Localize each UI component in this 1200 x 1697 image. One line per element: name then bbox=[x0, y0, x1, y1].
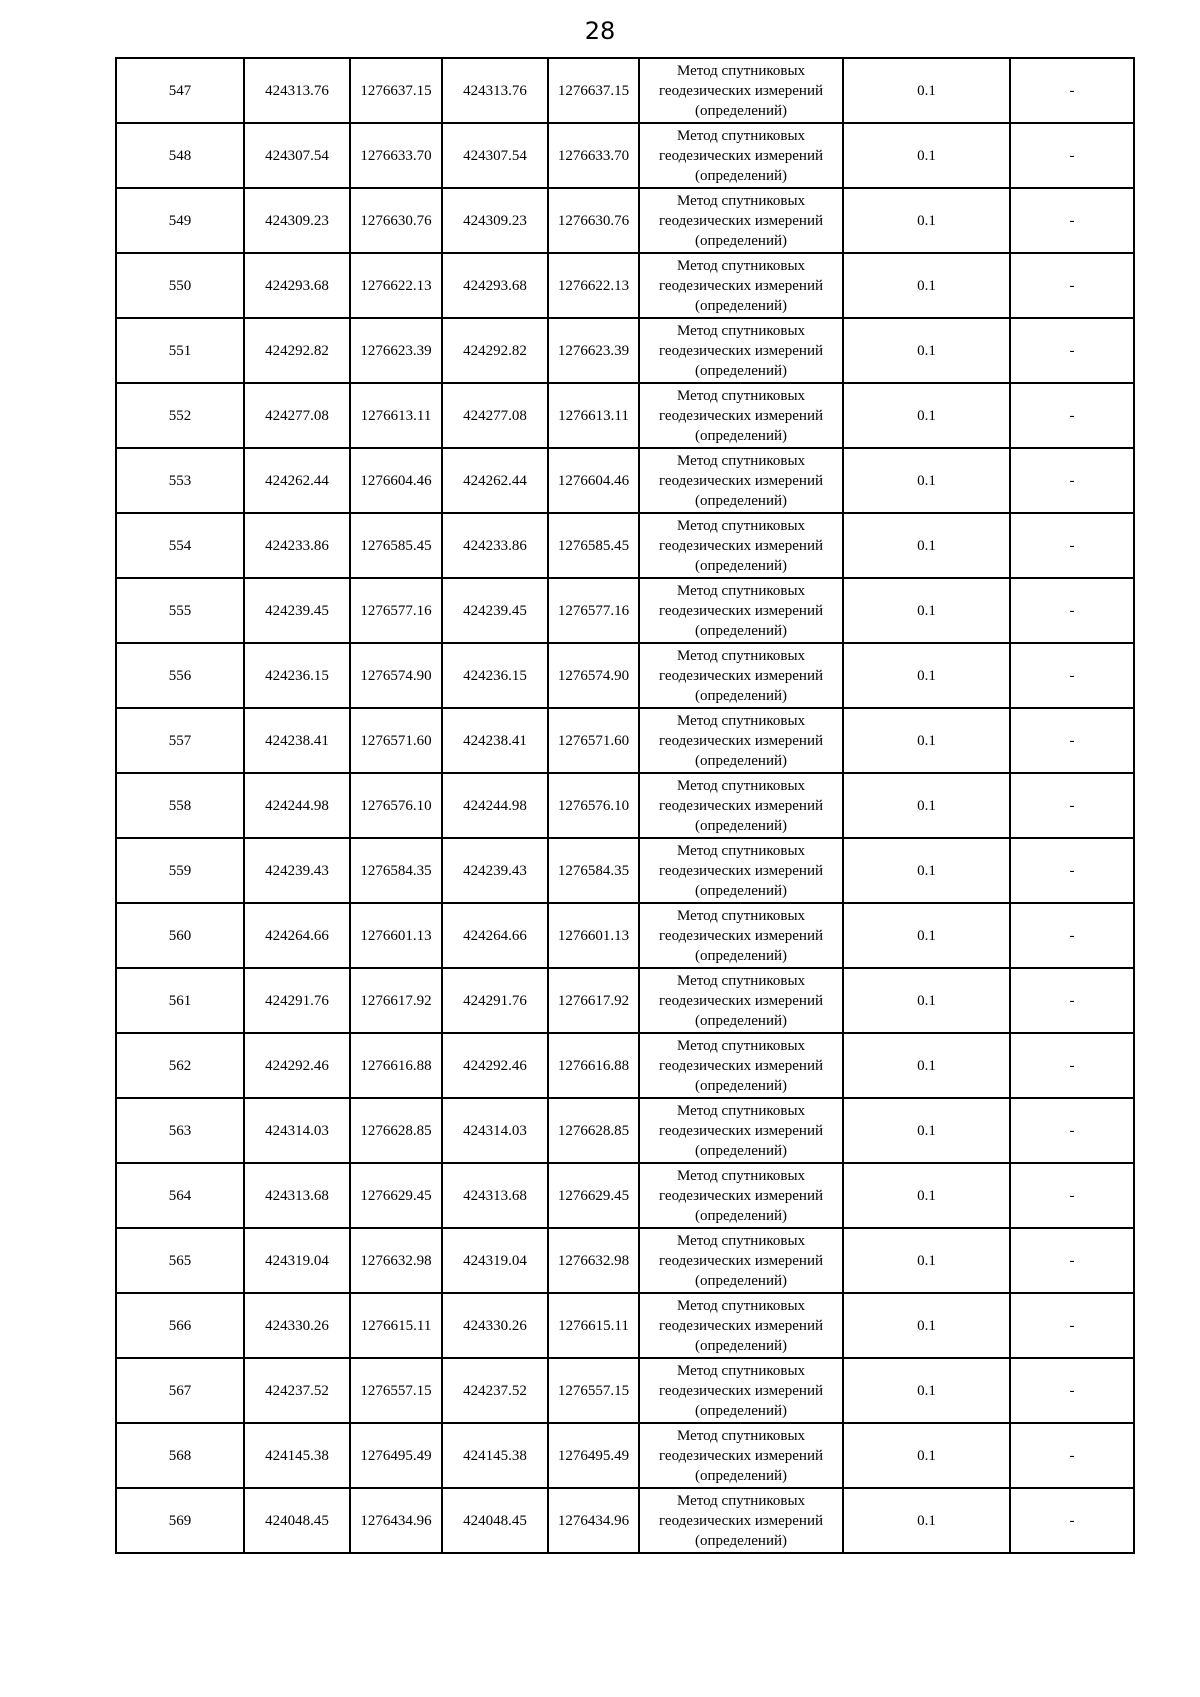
point-number-cell: 568 bbox=[116, 1423, 244, 1488]
note-cell: - bbox=[1010, 383, 1134, 448]
existing-x-cell: 424239.43 bbox=[244, 838, 350, 903]
accuracy-cell: 0.1 bbox=[843, 513, 1010, 578]
method-line: (определений) bbox=[695, 882, 787, 899]
existing-y-cell: 1276571.60 bbox=[350, 708, 442, 773]
method-line: Метод спутниковых bbox=[676, 322, 806, 339]
point-number-cell: 555 bbox=[116, 578, 244, 643]
refined-y-cell: 1276632.98 bbox=[548, 1228, 639, 1293]
refined-y-cell: 1276623.39 bbox=[548, 318, 639, 383]
point-number-cell: 559 bbox=[116, 838, 244, 903]
method-line: (определений) bbox=[695, 1077, 787, 1094]
existing-x-cell: 424277.08 bbox=[244, 383, 350, 448]
note-cell: - bbox=[1010, 448, 1134, 513]
method-line: Метод спутниковых bbox=[676, 1492, 806, 1509]
point-number-cell: 550 bbox=[116, 253, 244, 318]
method-line: Метод спутниковых bbox=[676, 1362, 806, 1379]
table-row bbox=[116, 838, 1134, 903]
point-number-cell: 548 bbox=[116, 123, 244, 188]
existing-x-cell: 424293.68 bbox=[244, 253, 350, 318]
point-number-cell: 564 bbox=[116, 1163, 244, 1228]
point-number-cell: 562 bbox=[116, 1033, 244, 1098]
refined-x-cell: 424330.26 bbox=[442, 1293, 548, 1358]
refined-x-cell: 424293.68 bbox=[442, 253, 548, 318]
existing-x-cell: 424314.03 bbox=[244, 1098, 350, 1163]
method-line: (определений) bbox=[695, 817, 787, 834]
method-line: Метод спутниковых bbox=[676, 257, 806, 274]
note-cell: - bbox=[1010, 578, 1134, 643]
refined-y-cell: 1276604.46 bbox=[548, 448, 639, 513]
method-line: геодезических измерений bbox=[658, 927, 824, 944]
note-cell: - bbox=[1010, 1098, 1134, 1163]
method-line: (определений) bbox=[695, 1467, 787, 1484]
method-line: Метод спутниковых bbox=[676, 127, 806, 144]
refined-x-cell: 424313.76 bbox=[442, 58, 548, 123]
existing-x-cell: 424292.46 bbox=[244, 1033, 350, 1098]
refined-x-cell: 424309.23 bbox=[442, 188, 548, 253]
existing-x-cell: 424313.76 bbox=[244, 58, 350, 123]
method-line: Метод спутниковых bbox=[676, 452, 806, 469]
existing-y-cell: 1276623.39 bbox=[350, 318, 442, 383]
method-line: геодезических измерений bbox=[658, 667, 824, 684]
existing-y-cell: 1276613.11 bbox=[350, 383, 442, 448]
method-line: геодезических измерений bbox=[658, 797, 824, 814]
method-line: геодезических измерений bbox=[658, 407, 824, 424]
table-row bbox=[116, 903, 1134, 968]
method-line: Метод спутниковых bbox=[676, 192, 806, 209]
method-line: геодезических измерений bbox=[658, 82, 824, 99]
refined-y-cell: 1276615.11 bbox=[548, 1293, 639, 1358]
existing-x-cell: 424307.54 bbox=[244, 123, 350, 188]
method-line: Метод спутниковых bbox=[676, 907, 806, 924]
accuracy-cell: 0.1 bbox=[843, 123, 1010, 188]
method-line: геодезических измерений bbox=[658, 1512, 824, 1529]
existing-y-cell: 1276637.15 bbox=[350, 58, 442, 123]
method-cell bbox=[639, 253, 843, 318]
existing-x-cell: 424238.41 bbox=[244, 708, 350, 773]
note-cell: - bbox=[1010, 513, 1134, 578]
accuracy-cell: 0.1 bbox=[843, 318, 1010, 383]
existing-y-cell: 1276629.45 bbox=[350, 1163, 442, 1228]
existing-y-cell: 1276434.96 bbox=[350, 1488, 442, 1553]
refined-x-cell: 424239.45 bbox=[442, 578, 548, 643]
accuracy-cell: 0.1 bbox=[843, 1358, 1010, 1423]
existing-x-cell: 424244.98 bbox=[244, 773, 350, 838]
method-cell bbox=[639, 1358, 843, 1423]
point-number-cell: 549 bbox=[116, 188, 244, 253]
accuracy-cell: 0.1 bbox=[843, 838, 1010, 903]
table-row bbox=[116, 968, 1134, 1033]
point-number-cell: 557 bbox=[116, 708, 244, 773]
method-line: (определений) bbox=[695, 427, 787, 444]
method-line: Метод спутниковых bbox=[676, 972, 806, 989]
existing-y-cell: 1276577.16 bbox=[350, 578, 442, 643]
refined-x-cell: 424264.66 bbox=[442, 903, 548, 968]
method-line: (определений) bbox=[695, 947, 787, 964]
accuracy-cell: 0.1 bbox=[843, 253, 1010, 318]
refined-y-cell: 1276576.10 bbox=[548, 773, 639, 838]
refined-y-cell: 1276571.60 bbox=[548, 708, 639, 773]
accuracy-cell: 0.1 bbox=[843, 773, 1010, 838]
table-row bbox=[116, 513, 1134, 578]
refined-y-cell: 1276617.92 bbox=[548, 968, 639, 1033]
method-cell bbox=[639, 968, 843, 1033]
existing-y-cell: 1276628.85 bbox=[350, 1098, 442, 1163]
accuracy-cell: 0.1 bbox=[843, 578, 1010, 643]
method-cell bbox=[639, 1163, 843, 1228]
accuracy-cell: 0.1 bbox=[843, 1293, 1010, 1358]
table-row bbox=[116, 253, 1134, 318]
refined-x-cell: 424262.44 bbox=[442, 448, 548, 513]
accuracy-cell: 0.1 bbox=[843, 1163, 1010, 1228]
method-line: (определений) bbox=[695, 1402, 787, 1419]
method-line: Метод спутниковых bbox=[676, 1037, 806, 1054]
method-cell bbox=[639, 903, 843, 968]
existing-x-cell: 424236.15 bbox=[244, 643, 350, 708]
refined-y-cell: 1276574.90 bbox=[548, 643, 639, 708]
point-number-cell: 563 bbox=[116, 1098, 244, 1163]
existing-y-cell: 1276585.45 bbox=[350, 513, 442, 578]
accuracy-cell: 0.1 bbox=[843, 1488, 1010, 1553]
existing-y-cell: 1276601.13 bbox=[350, 903, 442, 968]
method-cell bbox=[639, 58, 843, 123]
method-line: (определений) bbox=[695, 752, 787, 769]
method-line: геодезических измерений bbox=[658, 1057, 824, 1074]
method-cell bbox=[639, 708, 843, 773]
point-number-cell: 566 bbox=[116, 1293, 244, 1358]
point-number-cell: 547 bbox=[116, 58, 244, 123]
note-cell: - bbox=[1010, 188, 1134, 253]
refined-x-cell: 424292.82 bbox=[442, 318, 548, 383]
method-line: Метод спутниковых bbox=[676, 582, 806, 599]
method-line: Метод спутниковых bbox=[676, 517, 806, 534]
table-row bbox=[116, 1358, 1134, 1423]
point-number-cell: 552 bbox=[116, 383, 244, 448]
method-line: (определений) bbox=[695, 1207, 787, 1224]
method-cell bbox=[639, 318, 843, 383]
refined-x-cell: 424319.04 bbox=[442, 1228, 548, 1293]
point-number-cell: 558 bbox=[116, 773, 244, 838]
refined-y-cell: 1276630.76 bbox=[548, 188, 639, 253]
refined-x-cell: 424233.86 bbox=[442, 513, 548, 578]
note-cell: - bbox=[1010, 253, 1134, 318]
refined-y-cell: 1276616.88 bbox=[548, 1033, 639, 1098]
accuracy-cell: 0.1 bbox=[843, 903, 1010, 968]
table-row bbox=[116, 643, 1134, 708]
table-row bbox=[116, 1098, 1134, 1163]
note-cell: - bbox=[1010, 1423, 1134, 1488]
method-line: (определений) bbox=[695, 1012, 787, 1029]
existing-x-cell: 424239.45 bbox=[244, 578, 350, 643]
existing-x-cell: 424291.76 bbox=[244, 968, 350, 1033]
existing-x-cell: 424237.52 bbox=[244, 1358, 350, 1423]
method-line: геодезических измерений bbox=[658, 147, 824, 164]
existing-x-cell: 424262.44 bbox=[244, 448, 350, 513]
existing-x-cell: 424330.26 bbox=[244, 1293, 350, 1358]
refined-x-cell: 424292.46 bbox=[442, 1033, 548, 1098]
point-number-cell: 553 bbox=[116, 448, 244, 513]
page-number: 28 bbox=[584, 17, 616, 45]
method-line: геодезических измерений bbox=[658, 732, 824, 749]
existing-x-cell: 424048.45 bbox=[244, 1488, 350, 1553]
existing-x-cell: 424145.38 bbox=[244, 1423, 350, 1488]
existing-y-cell: 1276630.76 bbox=[350, 188, 442, 253]
note-cell: - bbox=[1010, 1033, 1134, 1098]
method-line: (определений) bbox=[695, 102, 787, 119]
table-body bbox=[116, 58, 1134, 1553]
accuracy-cell: 0.1 bbox=[843, 708, 1010, 773]
note-cell: - bbox=[1010, 1163, 1134, 1228]
method-line: геодезических измерений bbox=[658, 992, 824, 1009]
accuracy-cell: 0.1 bbox=[843, 643, 1010, 708]
method-line: (определений) bbox=[695, 232, 787, 249]
method-line: Метод спутниковых bbox=[676, 1427, 806, 1444]
refined-y-cell: 1276601.13 bbox=[548, 903, 639, 968]
note-cell: - bbox=[1010, 773, 1134, 838]
point-number-cell: 569 bbox=[116, 1488, 244, 1553]
method-line: Метод спутниковых bbox=[676, 1232, 806, 1249]
table-row bbox=[116, 708, 1134, 773]
table-row bbox=[116, 578, 1134, 643]
refined-x-cell: 424145.38 bbox=[442, 1423, 548, 1488]
method-line: геодезических измерений bbox=[658, 1187, 824, 1204]
existing-y-cell: 1276632.98 bbox=[350, 1228, 442, 1293]
existing-x-cell: 424309.23 bbox=[244, 188, 350, 253]
method-line: Метод спутниковых bbox=[676, 1102, 806, 1119]
method-line: (определений) bbox=[695, 1142, 787, 1159]
refined-y-cell: 1276633.70 bbox=[548, 123, 639, 188]
accuracy-cell: 0.1 bbox=[843, 1423, 1010, 1488]
note-cell: - bbox=[1010, 318, 1134, 383]
refined-y-cell: 1276577.16 bbox=[548, 578, 639, 643]
method-line: геодезических измерений bbox=[658, 342, 824, 359]
existing-x-cell: 424264.66 bbox=[244, 903, 350, 968]
refined-y-cell: 1276629.45 bbox=[548, 1163, 639, 1228]
table-row bbox=[116, 1488, 1134, 1553]
note-cell: - bbox=[1010, 838, 1134, 903]
existing-y-cell: 1276584.35 bbox=[350, 838, 442, 903]
method-line: Метод спутниковых bbox=[676, 62, 806, 79]
method-line: геодезических измерений bbox=[658, 1317, 824, 1334]
method-cell bbox=[639, 773, 843, 838]
refined-y-cell: 1276584.35 bbox=[548, 838, 639, 903]
method-cell bbox=[639, 1423, 843, 1488]
table-row bbox=[116, 1033, 1134, 1098]
refined-x-cell: 424238.41 bbox=[442, 708, 548, 773]
method-line: (определений) bbox=[695, 557, 787, 574]
existing-y-cell: 1276622.13 bbox=[350, 253, 442, 318]
method-line: Метод спутниковых bbox=[676, 777, 806, 794]
point-number-cell: 556 bbox=[116, 643, 244, 708]
table-row bbox=[116, 448, 1134, 513]
note-cell: - bbox=[1010, 1488, 1134, 1553]
method-line: геодезических измерений bbox=[658, 1252, 824, 1269]
method-cell bbox=[639, 1293, 843, 1358]
note-cell: - bbox=[1010, 708, 1134, 773]
point-number-cell: 551 bbox=[116, 318, 244, 383]
refined-y-cell: 1276557.15 bbox=[548, 1358, 639, 1423]
method-line: геодезических измерений bbox=[658, 472, 824, 489]
refined-x-cell: 424314.03 bbox=[442, 1098, 548, 1163]
note-cell: - bbox=[1010, 903, 1134, 968]
method-cell bbox=[639, 513, 843, 578]
accuracy-cell: 0.1 bbox=[843, 448, 1010, 513]
method-line: (определений) bbox=[695, 622, 787, 639]
method-cell bbox=[639, 838, 843, 903]
refined-y-cell: 1276434.96 bbox=[548, 1488, 639, 1553]
method-line: (определений) bbox=[695, 1337, 787, 1354]
refined-y-cell: 1276622.13 bbox=[548, 253, 639, 318]
refined-y-cell: 1276613.11 bbox=[548, 383, 639, 448]
existing-y-cell: 1276495.49 bbox=[350, 1423, 442, 1488]
method-line: геодезических измерений bbox=[658, 277, 824, 294]
accuracy-cell: 0.1 bbox=[843, 58, 1010, 123]
method-line: (определений) bbox=[695, 687, 787, 704]
method-line: Метод спутниковых bbox=[676, 1297, 806, 1314]
existing-y-cell: 1276615.11 bbox=[350, 1293, 442, 1358]
method-line: геодезических измерений bbox=[658, 537, 824, 554]
refined-x-cell: 424244.98 bbox=[442, 773, 548, 838]
method-line: геодезических измерений bbox=[658, 862, 824, 879]
refined-y-cell: 1276637.15 bbox=[548, 58, 639, 123]
accuracy-cell: 0.1 bbox=[843, 1228, 1010, 1293]
table-row bbox=[116, 318, 1134, 383]
existing-y-cell: 1276617.92 bbox=[350, 968, 442, 1033]
table-row bbox=[116, 188, 1134, 253]
note-cell: - bbox=[1010, 58, 1134, 123]
existing-x-cell: 424319.04 bbox=[244, 1228, 350, 1293]
table-row bbox=[116, 773, 1134, 838]
method-cell bbox=[639, 1228, 843, 1293]
existing-x-cell: 424292.82 bbox=[244, 318, 350, 383]
method-line: (определений) bbox=[695, 362, 787, 379]
method-cell bbox=[639, 643, 843, 708]
table-row bbox=[116, 1423, 1134, 1488]
refined-x-cell: 424277.08 bbox=[442, 383, 548, 448]
method-line: (определений) bbox=[695, 1272, 787, 1289]
table-row bbox=[116, 1228, 1134, 1293]
note-cell: - bbox=[1010, 1228, 1134, 1293]
method-cell bbox=[639, 578, 843, 643]
point-number-cell: 554 bbox=[116, 513, 244, 578]
method-cell bbox=[639, 1488, 843, 1553]
refined-x-cell: 424291.76 bbox=[442, 968, 548, 1033]
existing-y-cell: 1276576.10 bbox=[350, 773, 442, 838]
existing-y-cell: 1276557.15 bbox=[350, 1358, 442, 1423]
note-cell: - bbox=[1010, 1358, 1134, 1423]
existing-y-cell: 1276616.88 bbox=[350, 1033, 442, 1098]
method-cell bbox=[639, 188, 843, 253]
refined-y-cell: 1276628.85 bbox=[548, 1098, 639, 1163]
method-line: Метод спутниковых bbox=[676, 842, 806, 859]
refined-x-cell: 424313.68 bbox=[442, 1163, 548, 1228]
method-line: (определений) bbox=[695, 1532, 787, 1549]
refined-y-cell: 1276495.49 bbox=[548, 1423, 639, 1488]
method-line: геодезических измерений bbox=[658, 1447, 824, 1464]
accuracy-cell: 0.1 bbox=[843, 188, 1010, 253]
method-line: геодезических измерений bbox=[658, 1382, 824, 1399]
note-cell: - bbox=[1010, 123, 1134, 188]
refined-x-cell: 424048.45 bbox=[442, 1488, 548, 1553]
method-line: Метод спутниковых bbox=[676, 712, 806, 729]
table-row bbox=[116, 383, 1134, 448]
accuracy-cell: 0.1 bbox=[843, 383, 1010, 448]
note-cell: - bbox=[1010, 643, 1134, 708]
refined-x-cell: 424307.54 bbox=[442, 123, 548, 188]
method-line: геодезических измерений bbox=[658, 212, 824, 229]
method-line: Метод спутниковых bbox=[676, 647, 806, 664]
accuracy-cell: 0.1 bbox=[843, 1033, 1010, 1098]
existing-y-cell: 1276633.70 bbox=[350, 123, 442, 188]
method-line: геодезических измерений bbox=[658, 1122, 824, 1139]
existing-y-cell: 1276574.90 bbox=[350, 643, 442, 708]
accuracy-cell: 0.1 bbox=[843, 968, 1010, 1033]
refined-x-cell: 424239.43 bbox=[442, 838, 548, 903]
method-cell bbox=[639, 1098, 843, 1163]
point-number-cell: 560 bbox=[116, 903, 244, 968]
coordinates-table bbox=[115, 57, 1135, 1554]
table-row bbox=[116, 58, 1134, 123]
method-cell bbox=[639, 448, 843, 513]
table-row bbox=[116, 1293, 1134, 1358]
method-line: (определений) bbox=[695, 167, 787, 184]
method-line: (определений) bbox=[695, 297, 787, 314]
table-row bbox=[116, 1163, 1134, 1228]
method-cell bbox=[639, 123, 843, 188]
method-line: Метод спутниковых bbox=[676, 1167, 806, 1184]
existing-x-cell: 424313.68 bbox=[244, 1163, 350, 1228]
point-number-cell: 565 bbox=[116, 1228, 244, 1293]
method-line: Метод спутниковых bbox=[676, 387, 806, 404]
existing-y-cell: 1276604.46 bbox=[350, 448, 442, 513]
accuracy-cell: 0.1 bbox=[843, 1098, 1010, 1163]
method-cell bbox=[639, 1033, 843, 1098]
existing-x-cell: 424233.86 bbox=[244, 513, 350, 578]
note-cell: - bbox=[1010, 1293, 1134, 1358]
point-number-cell: 561 bbox=[116, 968, 244, 1033]
table-row bbox=[116, 123, 1134, 188]
note-cell: - bbox=[1010, 968, 1134, 1033]
refined-y-cell: 1276585.45 bbox=[548, 513, 639, 578]
point-number-cell: 567 bbox=[116, 1358, 244, 1423]
method-line: (определений) bbox=[695, 492, 787, 509]
method-line: геодезических измерений bbox=[658, 602, 824, 619]
method-cell bbox=[639, 383, 843, 448]
refined-x-cell: 424236.15 bbox=[442, 643, 548, 708]
refined-x-cell: 424237.52 bbox=[442, 1358, 548, 1423]
